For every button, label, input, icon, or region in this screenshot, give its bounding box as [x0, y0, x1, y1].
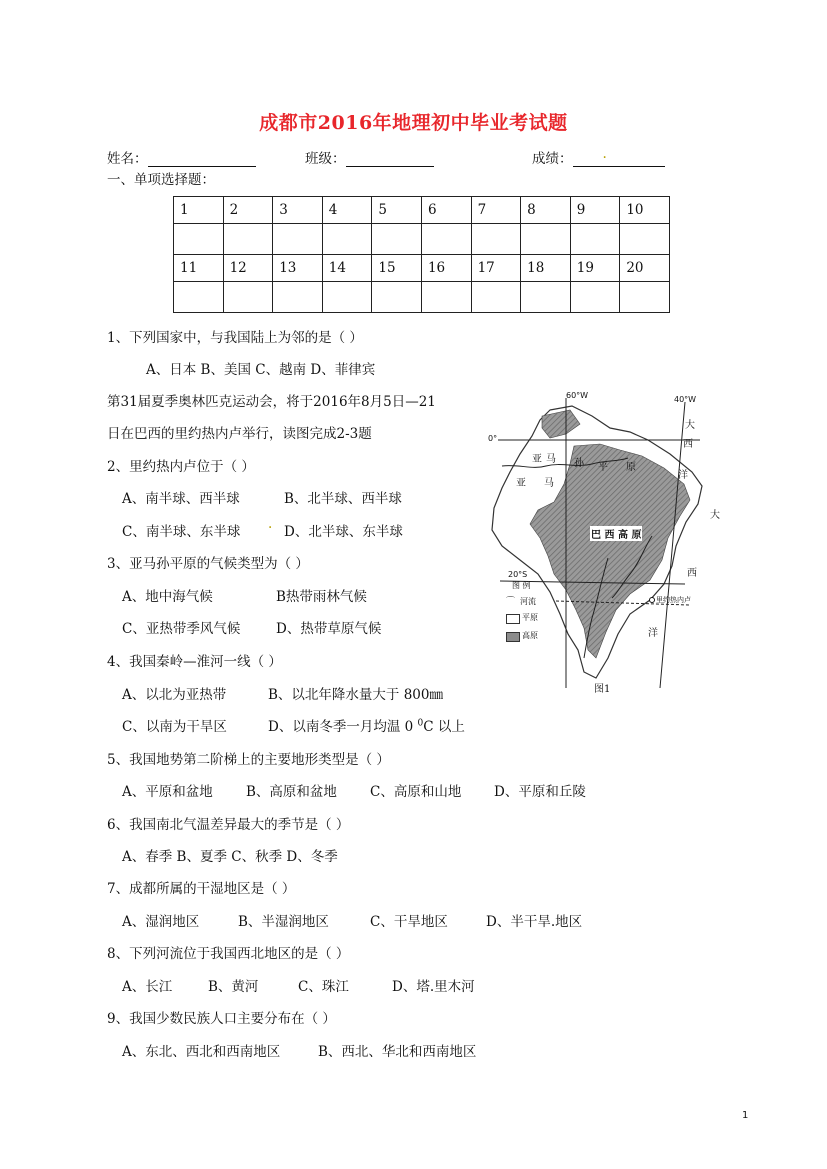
- table-cell: 1: [174, 197, 224, 224]
- answer-cell[interactable]: [521, 224, 571, 255]
- label-equator: 0°: [488, 434, 498, 443]
- question-5-option-b: B、高原和盆地: [246, 784, 337, 800]
- legend-plateau-swatch: [506, 632, 520, 642]
- figure-caption: 图1: [594, 684, 611, 695]
- plain-label-char: 马: [546, 454, 556, 465]
- score-field: [532, 147, 665, 167]
- table-cell: 13: [273, 255, 323, 282]
- score-label: 成绩：: [532, 151, 573, 167]
- question-8-option-d: D、塔.里木河: [392, 979, 475, 995]
- answer-cell[interactable]: [273, 282, 323, 313]
- question-4-option-a: A、以北为亚热带: [122, 687, 227, 703]
- question-7-option-c: C、干旱地区: [370, 914, 448, 930]
- question-8-option-c: C、珠江: [298, 979, 349, 995]
- answer-cell[interactable]: [521, 282, 571, 313]
- score-mark: .: [602, 146, 607, 162]
- question-5: 5、我国地势第二阶梯上的主要地形类型是（ ）: [107, 752, 390, 768]
- question-2-option-d: D、北半球、东半球: [284, 524, 403, 540]
- table-row: [174, 255, 670, 282]
- table-cell: 3: [273, 197, 323, 224]
- table-cell: 6: [421, 197, 471, 224]
- plain-label-char: 原: [626, 462, 636, 473]
- ocean-label-char: 大: [685, 420, 695, 431]
- answer-table: [173, 196, 670, 313]
- score-blank[interactable]: [573, 146, 665, 167]
- name-blank[interactable]: [148, 152, 256, 167]
- plain-label-char: 亚: [516, 478, 526, 489]
- city-label: 里约热内卢: [656, 596, 691, 604]
- answer-cell[interactable]: [421, 224, 471, 255]
- question-2-mark: .: [268, 516, 273, 532]
- question-9-option-a: A、东北、西北和西南地区: [122, 1044, 281, 1060]
- table-cell: 10: [620, 197, 670, 224]
- question-9-option-b: B、西北、华北和西南地区: [318, 1044, 477, 1060]
- question-1: 1、下列国家中，与我国陆上为邻的是（ ）: [107, 330, 363, 346]
- ocean-label-char: 洋: [648, 628, 658, 639]
- question-3: 3、亚马孙平原的气候类型为（ ）: [107, 556, 309, 572]
- table-cell: 17: [471, 255, 521, 282]
- ocean-label-char: 洋: [678, 470, 688, 481]
- label-60w: 60°W: [566, 391, 589, 400]
- class-label: 班级：: [305, 151, 346, 167]
- table-cell: 5: [372, 197, 422, 224]
- answer-cell[interactable]: [421, 282, 471, 313]
- answer-cell[interactable]: [570, 224, 620, 255]
- legend-plateau-label: 高原: [522, 631, 538, 640]
- table-cell: 11: [174, 255, 224, 282]
- table-cell: 19: [570, 255, 620, 282]
- ocean-label-char: 西: [687, 568, 697, 579]
- table-row: [174, 282, 670, 313]
- page-number: 1: [742, 1110, 749, 1121]
- table-cell: 12: [223, 255, 273, 282]
- answer-cell[interactable]: [223, 224, 273, 255]
- question-3-option-d: D、热带草原气候: [276, 621, 382, 637]
- table-cell: 15: [372, 255, 422, 282]
- ocean-label-char: 西: [683, 439, 693, 450]
- plain-label-char: 孙: [574, 458, 584, 469]
- legend-title: 图 例: [512, 581, 531, 590]
- question-3-option-c: C、亚热带季风气候: [122, 621, 241, 637]
- question-7: 7、成都所属的干湿地区是（ ）: [107, 881, 296, 897]
- table-cell: 18: [521, 255, 571, 282]
- question-1-options: A、日本 B、美国 C、越南 D、菲律宾: [146, 362, 376, 378]
- legend-river-symbol: ⌒: [506, 597, 516, 607]
- label-20s: 20°S: [508, 570, 528, 579]
- question-8-option-b: B、黄河: [208, 979, 259, 995]
- legend-plain-swatch: [506, 614, 520, 624]
- table-cell: 16: [421, 255, 471, 282]
- ocean-label-char: 大: [710, 510, 720, 521]
- answer-cell[interactable]: [322, 282, 372, 313]
- answer-cell[interactable]: [620, 282, 670, 313]
- page-title: 成都市2016年地理初中毕业考试题: [259, 112, 568, 134]
- class-field: [305, 147, 434, 167]
- answer-cell[interactable]: [570, 282, 620, 313]
- legend-plain-label: 平原: [522, 613, 538, 622]
- intro-line-2: 日在巴西的里约热内卢举行，读图完成2-3题: [107, 426, 372, 442]
- plain-label-char: 马: [544, 478, 554, 489]
- label-40w: 40°W: [674, 395, 697, 404]
- legend-river-label: 河流: [520, 597, 536, 606]
- question-9: 9、我国少数民族人口主要分布在（ ）: [107, 1011, 336, 1027]
- question-2-option-b: B、北半球、西半球: [284, 491, 402, 507]
- answer-cell[interactable]: [322, 224, 372, 255]
- question-4-option-b: B、以北年降水量大于 800㎜: [268, 687, 443, 703]
- answer-cell[interactable]: [471, 224, 521, 255]
- name-label: 姓名：: [107, 151, 148, 167]
- plain-label-char: 亚: [532, 454, 542, 465]
- question-6: 6、我国南北气温差异最大的季节是（ ）: [107, 817, 350, 833]
- table-cell: 8: [521, 197, 571, 224]
- table-cell: 9: [570, 197, 620, 224]
- question-2-option-a: A、南半球、西半球: [122, 491, 240, 507]
- option-d-text: D、以南冬季一月均温 0: [268, 719, 418, 735]
- question-5-option-d: D、平原和丘陵: [494, 784, 586, 800]
- question-2-option-c: C、南半球、东半球: [122, 524, 241, 540]
- brazil-map: [480, 388, 710, 696]
- brazil-map-figure: [480, 388, 720, 696]
- answer-cell[interactable]: [471, 282, 521, 313]
- question-4-option-d: [268, 715, 465, 735]
- rio-de-janeiro-marker: [650, 598, 655, 603]
- answer-cell[interactable]: [174, 282, 224, 313]
- answer-cell[interactable]: [223, 282, 273, 313]
- plain-label-char: 平: [598, 462, 608, 473]
- plateau-label: 巴 西 高 原: [590, 526, 642, 541]
- question-4-option-c: C、以南为干旱区: [122, 719, 227, 735]
- question-2: 2、里约热内卢位于（ ）: [107, 459, 255, 475]
- class-blank[interactable]: [346, 152, 434, 167]
- answer-cell[interactable]: [372, 224, 422, 255]
- question-8-option-a: A、长江: [122, 979, 173, 995]
- answer-cell[interactable]: [174, 224, 224, 255]
- option-d-unit: C 以上: [423, 719, 465, 735]
- question-3-option-b: B热带雨林气候: [276, 589, 367, 605]
- degree-superscript: 0: [417, 718, 424, 729]
- question-8: 8、下列河流位于我国西北地区的是（ ）: [107, 946, 350, 962]
- table-cell: 20: [620, 255, 670, 282]
- answer-cell[interactable]: [372, 282, 422, 313]
- table-cell: 14: [322, 255, 372, 282]
- question-7-option-a: A、湿润地区: [122, 914, 200, 930]
- question-5-option-c: C、高原和山地: [370, 784, 462, 800]
- question-6-options: A、春季 B、夏季 C、秋季 D、冬季: [122, 849, 338, 865]
- answer-cell[interactable]: [273, 224, 323, 255]
- question-3-option-a: A、地中海气候: [122, 589, 213, 605]
- section-heading: 一、单项选择题：: [107, 172, 215, 188]
- question-5-option-a: A、平原和盆地: [122, 784, 213, 800]
- table-cell: 2: [223, 197, 273, 224]
- question-4: 4、我国秦岭—淮河一线（ ）: [107, 654, 282, 670]
- question-7-option-b: B、半湿润地区: [238, 914, 329, 930]
- table-cell: 7: [471, 197, 521, 224]
- answer-cell[interactable]: [620, 224, 670, 255]
- intro-line-1: 第31届夏季奥林匹克运动会，将于2016年8月5日—21: [107, 394, 436, 410]
- table-cell: 4: [322, 197, 372, 224]
- table-row: [174, 224, 670, 255]
- table-row: [174, 197, 670, 224]
- name-field: [107, 147, 256, 167]
- question-7-option-d: D、半干旱.地区: [486, 914, 583, 930]
